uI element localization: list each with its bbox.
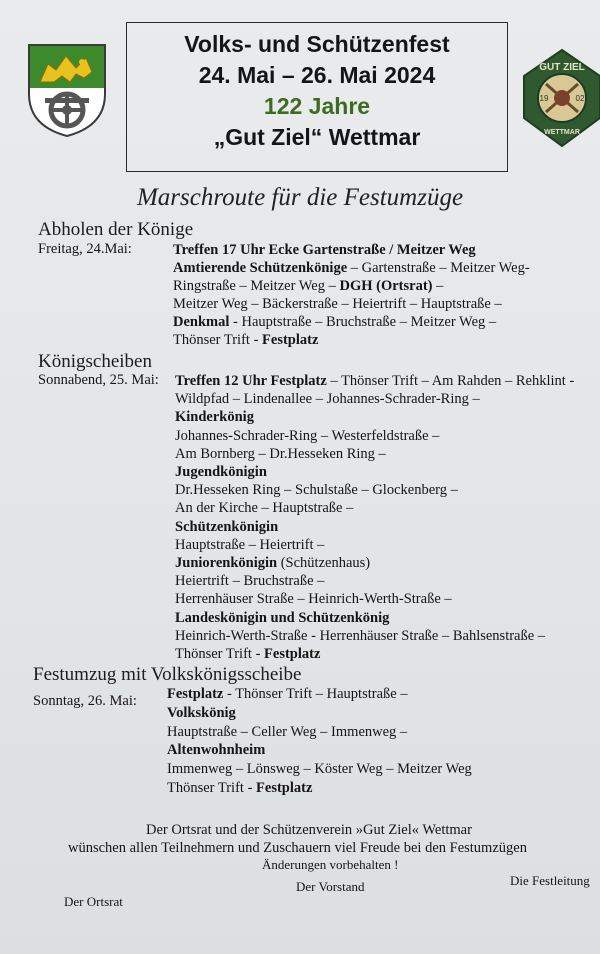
route-line — [175, 481, 574, 499]
signature-festleitung: Die Festleitung — [510, 873, 590, 888]
event-dates: 24. Mai – 26. Mai 2024 — [198, 62, 436, 88]
route-stop-highlight: Festplatz — [167, 686, 224, 702]
title-box — [126, 22, 508, 172]
route-line — [173, 277, 530, 295]
route-line — [175, 408, 574, 426]
route-segment: (Schützenhaus) — [277, 555, 371, 572]
route-stop-highlight: Landeskönigin und Schützenkönig — [175, 609, 390, 626]
anniversary-years: 122 Jahre — [263, 93, 371, 119]
route-segment: Thönser Trift - — [175, 646, 265, 663]
route-segment: – Gartenstraße – Meitzer Weg- — [347, 260, 530, 276]
route-stop-highlight: Treffen 17 Uhr Ecke Gartenstraße / Meitzer Weg — [173, 242, 476, 258]
event-title: Volks- und Schützenfest — [184, 31, 450, 57]
route-segment: - Hauptstraße – Bruchstraße – Meitzer Weg – — [229, 314, 497, 330]
section-title: Königscheiben — [38, 351, 152, 372]
route-segment: An der Kirche – Hauptstraße – — [175, 500, 354, 517]
route-line — [175, 463, 574, 481]
route-lines — [167, 685, 472, 798]
section-title: Abholen der Könige — [38, 219, 194, 240]
signature-vorstand: Der Vorstand — [296, 879, 365, 894]
route-stop-highlight: Treffen 12 Uhr Festplatz — [175, 373, 327, 389]
route-stop-highlight: Kinderkönig — [175, 409, 254, 426]
route-stop-highlight: Volkskönig — [167, 704, 236, 721]
route-stop-highlight: Jugendkönigin — [175, 464, 267, 481]
route-line — [167, 704, 472, 723]
route-segment: Am Bornberg – Dr.Hesseken Ring – — [175, 445, 386, 462]
route-line — [167, 779, 472, 798]
coat-of-arms-logo — [26, 42, 108, 138]
route-line — [175, 390, 574, 408]
route-subtitle: Marschroute für die Festumzüge — [136, 184, 464, 211]
route-line — [175, 427, 574, 445]
route-stop-highlight: DGH (Ortsrat) — [339, 278, 433, 294]
route-stop-highlight: Festplatz — [264, 646, 321, 663]
route-segment: – Thönser Trift – Am Rahden – Rehklint - — [326, 373, 575, 389]
route-line — [173, 313, 530, 331]
route-line — [175, 590, 574, 608]
route-segment: Herrenhäuser Straße – Heinrich-Werth-Straße – — [175, 591, 452, 608]
route-line — [173, 241, 530, 259]
club-name: „Gut Ziel“ Wettmar — [213, 124, 421, 150]
svg-text:02: 02 — [575, 94, 585, 103]
route-segment: Thönser Trift - — [167, 779, 257, 796]
route-line — [175, 554, 574, 572]
route-stop-highlight: Denkmal — [173, 314, 230, 330]
signature-ortsrat: Der Ortsrat — [64, 894, 123, 909]
route-stop-highlight: Festplatz — [256, 779, 313, 796]
section-day: Sonnabend, 25. Mai: — [38, 372, 159, 388]
route-segment: Ringstraße – Meitzer Weg – — [173, 278, 340, 294]
route-segment: - Thönser Trift – Hauptstraße – — [223, 686, 408, 702]
route-segment: Heinrich-Werth-Straße - Herrenhäuser Straße – Bahlsenstraße – — [175, 627, 546, 644]
route-line — [175, 499, 574, 517]
route-line — [173, 331, 530, 349]
route-segment: Johannes-Schrader-Ring – Westerfeldstraße – — [175, 427, 440, 444]
route-segment: Heiertrift – Bruchstraße – — [175, 573, 325, 590]
route-stop-highlight: Altenwohnheim — [167, 742, 266, 759]
route-line — [175, 536, 574, 554]
route-lines — [173, 241, 530, 349]
route-segment: Hauptstraße – Heiertrift – — [175, 536, 325, 553]
route-segment: Dr.Hesseken Ring – Schulstaße – Glockenberg – — [175, 482, 458, 499]
route-line — [167, 760, 472, 779]
route-line — [175, 572, 574, 590]
route-line — [167, 685, 472, 704]
route-stop-highlight: Festplatz — [262, 332, 319, 348]
route-line — [175, 627, 574, 645]
route-segment: Immenweg – Lönsweg – Köster Weg – Meitzer Weg — [167, 761, 472, 778]
route-segment: Thönser Trift - — [173, 332, 263, 348]
svg-text:WETTMAR: WETTMAR — [544, 129, 580, 136]
svg-text:19: 19 — [539, 94, 549, 103]
route-line — [173, 259, 530, 277]
route-stop-highlight: Amtierende Schützenkönige — [173, 260, 348, 276]
route-segment: Wildpfad – Lindenallee – Johannes-Schrader-Ring – — [175, 391, 480, 408]
route-segment: Meitzer Weg – Bäckerstraße – Heiertrift – Hauptstraße – — [173, 296, 502, 312]
club-emblem-logo — [522, 48, 600, 148]
route-lines — [175, 372, 574, 663]
route-line — [175, 645, 574, 663]
closing-line-1: Der Ortsrat und der Schützenverein »Gut Ziel« Wettmar — [146, 822, 472, 838]
section-title: Festumzug mit Volkskönigsscheibe — [33, 664, 302, 685]
route-line — [175, 445, 574, 463]
route-line — [167, 741, 472, 760]
svg-text:GUT ZIEL: GUT ZIEL — [539, 62, 585, 73]
route-line — [167, 723, 472, 742]
route-stop-highlight: Schützenkönigin — [175, 518, 279, 535]
route-line — [175, 609, 574, 627]
route-line — [175, 372, 574, 390]
changes-reserved-note: Änderungen vorbehalten ! — [262, 857, 399, 872]
route-segment: Hauptstraße – Celler Weg – Immenweg – — [167, 723, 408, 740]
section-day: Sonntag, 26. Mai: — [33, 693, 137, 709]
route-segment: – — [432, 278, 444, 294]
route-line — [175, 518, 574, 536]
section-day: Freitag, 24.Mai: — [38, 241, 132, 257]
route-stop-highlight: Juniorenkönigin — [175, 555, 278, 572]
closing-line-2: wünschen allen Teilnehmern und Zuschauern viel Freude bei den Festumzügen — [68, 840, 527, 856]
route-line — [173, 295, 530, 313]
